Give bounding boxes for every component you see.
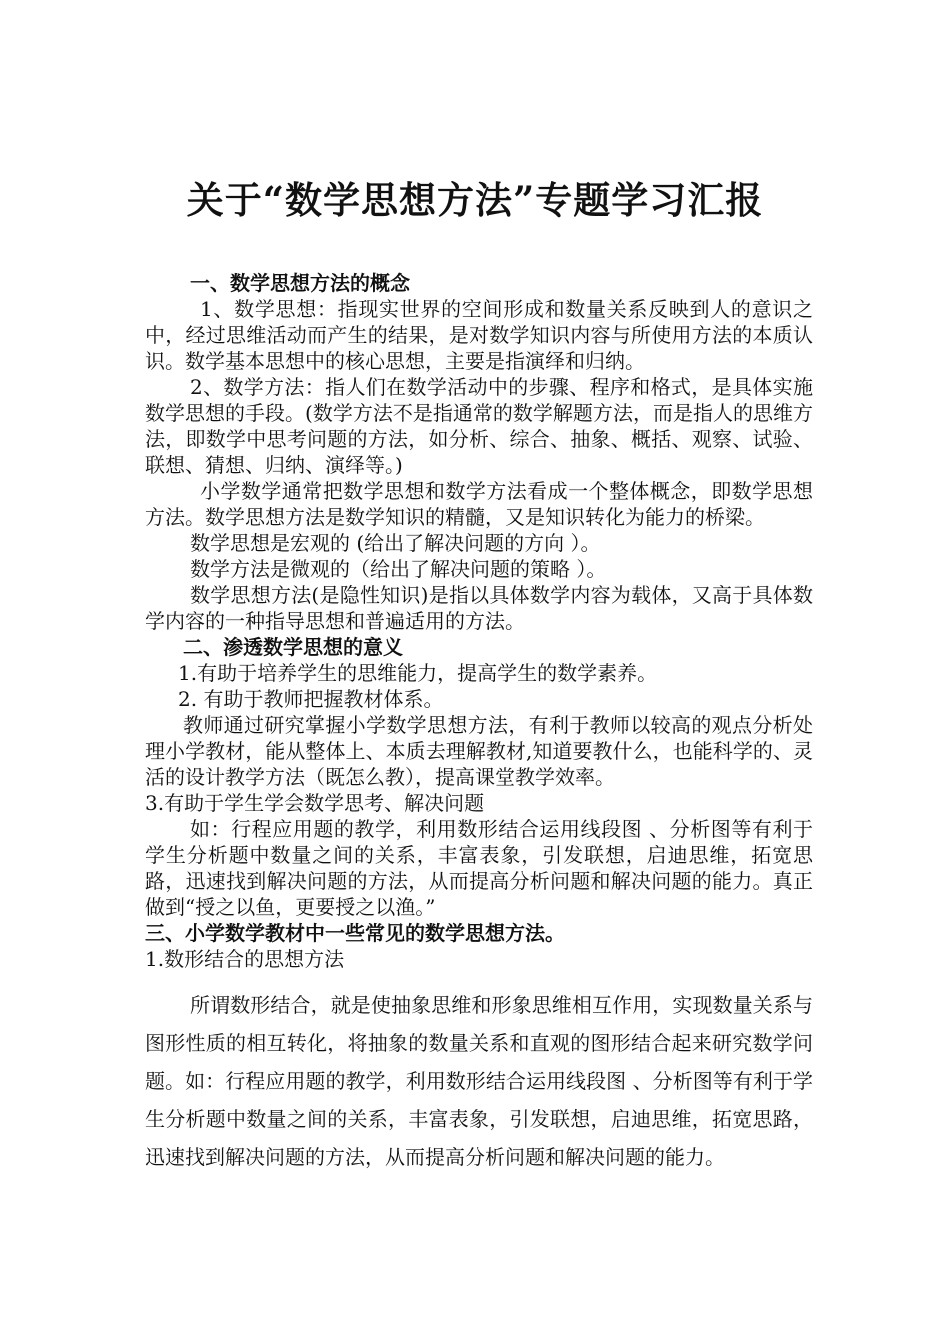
document-body (145, 270, 813, 1176)
paragraph-example-travel: 如：行程应用题的教学，利用数形结合运用线段图 、分析图等有利于学生分析题中数量之间的关系，丰富表象，引发联想，启迪思维，拓宽思路，迅速找到解决问题的方法，从而提高分析问题和解决问题的能力。真正做到“授之以鱼，更要授之以渔。” (145, 817, 813, 919)
paragraph-teacher-research: 教师通过研究掌握小学数学思想方法，有利于教师以较高的观点分析处理小学教材，能从整体上、本质去理解教材,知道要教什么，也能科学的、灵活的设计教学方法（既怎么教），提高课堂教学效率。 (145, 713, 813, 789)
document-title: 关于“数学思想方法”专题学习汇报 (186, 178, 764, 222)
paragraph-macro: 数学思想是宏观的 (给出了解决问题的方向 ）。 (190, 531, 601, 555)
paragraph-overall-concept: 小学数学通常把数学思想和数学方法看成一个整体概念，即数学思想方法。数学思想方法是数学知识的精髓，又是知识转化为能力的桥梁。 (145, 479, 813, 529)
paragraph-number-shape: 1.数形结合的思想方法 (145, 947, 345, 971)
paragraph-thinking-ability: 1.有助于培养学生的思维能力，提高学生的数学素养。 (178, 661, 658, 685)
paragraph-implicit-knowledge: 数学思想方法(是隐性知识)是指以具体数学内容为载体，又高于具体数学内容的一种指导思想和普遍适用的方法。 (145, 583, 813, 633)
paragraph-number-shape-detail: 所谓数形结合，就是使抽象思维和形象思维相互作用，实现数量关系与图形性质的相互转化，将抽象的数量关系和直观的图形结合起来研究数学问题。如：行程应用题的教学，利用数形结合运用线段图 、分析图等有利于学生分析题中数量之间的关系，丰富表象，引发联想，启迪思维，拓宽思路，迅速找到解决问题的方法，从而提高分析问题和解决问题的能力。 (145, 993, 813, 1169)
section-heading-common-methods: 三、小学数学教材中一些常见的数学思想方法。 (145, 921, 565, 945)
section-heading-concept: 一、数学思想方法的概念 (190, 271, 410, 295)
paragraph-math-thought: 1、数学思想：指现实世界的空间形成和数量关系反映到人的意识之中，经过思维活动而产生的结果，是对数学知识内容与所使用方法的本质认识。数学基本思想中的核心思想，主要是指演绎和归纳。 (145, 297, 813, 373)
paragraph-student-thinking: 3.有助于学生学会数学思考、解决问题 (145, 791, 485, 815)
section-heading-significance: 二、渗透数学思想的意义 (183, 635, 403, 659)
paragraph-teaching-materials: 2. 有助于教师把握教材体系。 (178, 687, 444, 711)
paragraph-math-method: 2、数学方法：指人们在数学活动中的步骤、程序和格式，是具体实施数学思想的手段。(数学方法不是指通常的数学解题方法，而是指人的思维方法，即数学中思考问题的方法，如分析、综合、抽象、概括、观察、试验、联想、猜想、归纳、演绎等。) (145, 375, 813, 477)
paragraph-micro: 数学方法是微观的（给出了解决问题的策略 ）。 (190, 557, 607, 581)
